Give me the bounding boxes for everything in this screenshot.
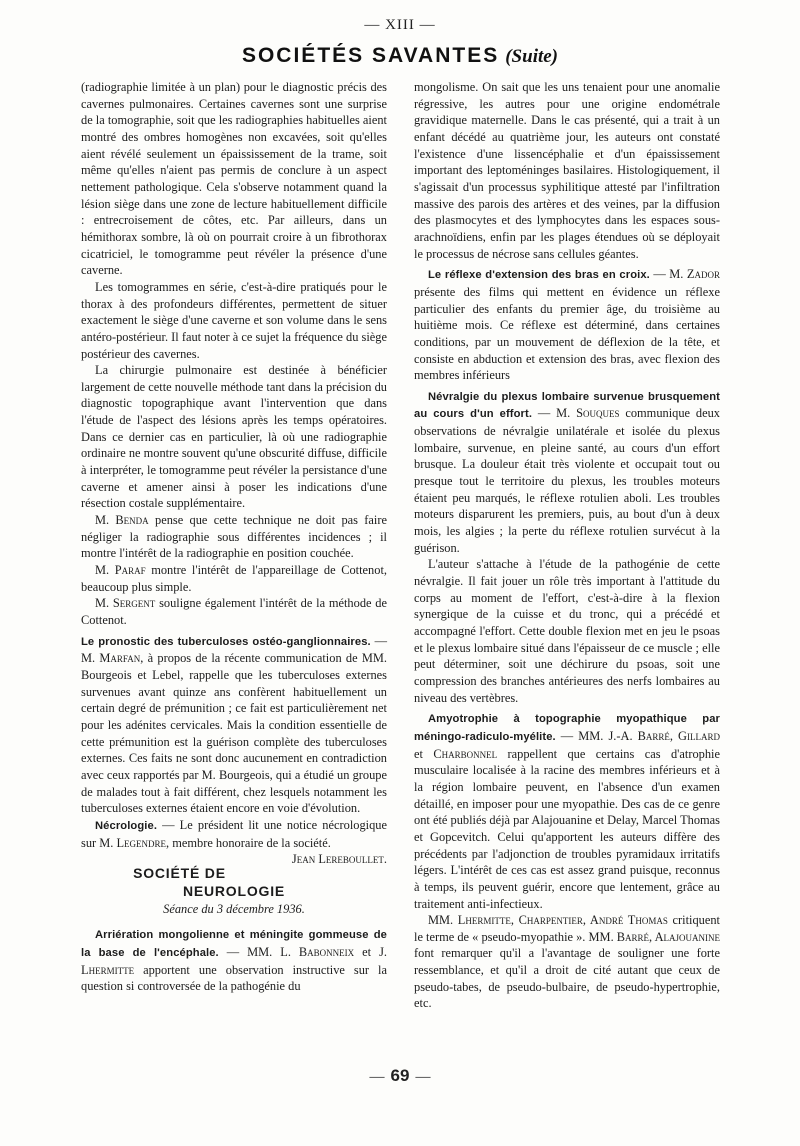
author-name: M. Sergent — [95, 596, 156, 611]
paragraph-text: pense que cette technique ne doit pas faire négliger la radiographie sous différentes incidences ; il montre l'intérêt de la radiographie en position couchée. — [81, 513, 387, 561]
author-name: L. Babonneix — [280, 944, 355, 959]
session-date: Séance du 3 décembre 1936. — [163, 902, 305, 917]
topic-heading: Arriération mongolienne et méningite gommeuse de la base de l'encéphale. — [81, 929, 387, 959]
paragraph-text: , membre honoraire de la société. — [166, 835, 331, 850]
paragraph-text: — — [649, 267, 670, 282]
signature: Jean Lereboullet. — [291, 852, 387, 867]
paragraph-text: — — [370, 633, 387, 648]
author-name: J. Lhermitte — [81, 944, 388, 977]
paragraph: La chirurgie pulmonaire est destinée à bénéficier largement de cette nouvelle méthode tant dans la précision du diagnostic topographique avant l'intervention que dans l'étude de l'aspect des lésions après les temps opératoires. Dans ce dernier cas en particulier, là où une radiographie ordinaire ne montre souvent qu'une obscurité diffuse, difficile à interpréter, le tomogramme peut révéler la persistance d'une caverne et amener ainsi à poser les indications d'une résection costale supplémentaire. — [81, 363, 387, 511]
roman-page-number: — XIII — — [364, 17, 436, 33]
paragraph — [414, 266, 720, 384]
paragraph-text: présente des films qui mettent en évidence un réflexe particulier des enfants du premier âge, du troisième au huitième mois. Ce réflexe est déterminé, dans certaines conditions, par un mouvement de déflexion de la tête, et consiste en abduction et extension des bras, avec flexion des membres inférieurs — [414, 284, 720, 383]
paragraph: mongolisme. On sait que les uns tenaient pour une anomalie régressive, les autres pour une origine endométrale gravidique maternelle. Dans le cas présenté, qui a trait à un enfant décédé au quatrième jour, les auteurs ont constaté l'existence d'une lissencéphalie et d'un épaississement important des leptoméninges basilaires. Histologiquement, il s'agissait d'un processus syphilitique attesté par l'infiltration massive des parois des artères et des veines, par la diffusion des plasmocytes et des lymphocytes dans les espaces sous-arachnoïdiens, enfin par les plages étendues où se déployait le processus de nécrose sans cellules géantes. — [414, 80, 720, 261]
topic-heading: Le pronostic des tuberculoses ostéo-ganglionnaires. — [81, 635, 371, 648]
topic-heading: Amyotrophie à topographie myopathique par méningo-radiculo-myélite. — [414, 713, 720, 743]
paragraph — [81, 595, 387, 628]
paragraph-text: montre l'intérêt de l'appareillage de Cottenot, beaucoup plus simple. — [81, 563, 387, 594]
paragraph-text: , — [669, 728, 679, 743]
section-title: SOCIÉTÉS SAVANTES — [241, 44, 500, 67]
page-folio: — 69 — — [369, 1066, 431, 1085]
paragraph — [81, 633, 387, 817]
topic-heading: Nécrologie. — [95, 819, 158, 832]
author-name: M. Marfan — [81, 651, 141, 666]
author-name: Legendre — [116, 835, 167, 850]
topic-heading: Le réflexe d'extension des bras en croix. — [428, 269, 650, 282]
paragraph-text: , à propos de la récente communication de MM. Bourgeois et Lebel, rappelle que les tuberculoses externes survenues avant quinze ans confèrent habituellement un certain degré de prémunition ; ce fait est particulièrement net pour les adénites cervicales. Mais la condition essentielle de cette prémunition est la guérison complète des tuberculoses externes. Ces faits ne sont donc aucunement en contradiction avec ceux rapportés par M. Bourgeois, qui a étudié un groupe de malades tout à fait différent, chez lesquels notamment les tuberculoses externes étaient encore en voie d'évolution. — [81, 651, 387, 816]
paragraph-text: rappellent que certains cas d'atrophie musculaire localisée à la racine des membres inférieurs et à la région lombaire peuvent, en l'absence d'un examen détaillé, en imposer pour une myopathie. Des cas de ce genre ont été publiés déjà par Alajouanine et Delay, Marcel Thomas et Gopcevitch. Celui qu'apportent les auteurs diffère des précédents par l'adjonction de troubles pyramidaux irritatifs légers. L'intérêt de ces cas est assez grand puisque, reconnus à temps, ils peuvent guérir, encore que lentement, grâce au traitement anti-infectieux. — [414, 746, 720, 911]
topic-heading: Névralgie du plexus lombaire survenue brusquement au cours d'un effort. — [414, 390, 720, 421]
page-number: 69 — [390, 1066, 410, 1085]
author-names: MM. Barré, Alajouanine — [588, 929, 721, 944]
paragraph: Les tomogrammes en série, c'est-à-dire pratiqués pour le thorax à des profondeurs différentes, permettent de situer exactement le siège d'une caverne et son volume dans le sens antéro-postérieur. Il faut noter à ce sujet la fréquence du siège postérieur des cavernes. — [81, 279, 387, 361]
author-name: M. Benda — [95, 513, 149, 528]
paragraph-text: — M. — [532, 406, 577, 421]
paragraph — [81, 562, 387, 595]
paragraph-text: — Le président lit une notice nécrologique sur M. — [81, 817, 387, 850]
paragraph-text: — MM. — [555, 728, 609, 743]
paragraph-text: souligne également l'intérêt de la méthode de Cottenot. — [81, 596, 387, 627]
section-suffix: (Suite) — [505, 46, 559, 67]
right-column — [414, 79, 720, 1012]
paragraph-text: critiquent le terme de « pseudo-myopathie ». — [414, 913, 720, 944]
paragraph — [81, 926, 387, 995]
author-name: M. Paraf — [95, 563, 146, 578]
paragraph: L'auteur s'attache à l'étude de la pathogénie de cette névralgie. Il fait jouer un rôle très important à l'attitude du corps au moment de l'effort, c'est-à-dire à la flexion synergique de la cuisse et du tronc, qui a précédé et accompagné l'effort. Cette double flexion met en jeu le psoas et le plexus lombaire situé dans l'épaisseur de ce muscle ; elle peut déterminer, soit une déchirure du psoas, soit une compression des branches antérieures des nerfs lombaires au niveau des vertèbres. — [414, 557, 720, 705]
author-name: Souques — [576, 406, 620, 421]
paragraph: (radiographie limitée à un plan) pour le diagnostic précis des cavernes pulmonaires. Certaines cavernes sont une surprise de la tomographie, soit que les radiographies habituelles aient montré des ombres homogènes non excavées, soit qu'elles aient révélé seulement un épaississement de la trame, soit même qu'elles n'aient pas permis de conclure à un aspect nettement pathologique. Cela s'observe notamment quand la lésion siège dans une zone de lecture habituellement difficile : entrecroisement de côtes, etc. Par ailleurs, dans un hémithorax sombre, là où on pourrait croire à un fibrothorax cicatriciel, le tomogramme peut révéler la présence d'une caverne. — [81, 80, 387, 278]
section-heading — [0, 44, 800, 68]
paragraph — [414, 710, 720, 912]
author-names: MM. Lhermitte, Charpentier, André Thomas — [428, 913, 668, 928]
paragraph-text: — MM. — [218, 944, 281, 959]
paragraph — [414, 912, 720, 1012]
paragraph-text: et — [354, 944, 380, 959]
society-title: SOCIÉTÉ DE NEUROLOGIE — [133, 865, 286, 900]
author-name: Charbonnel — [433, 746, 498, 761]
author-name: M. Zador — [669, 267, 720, 282]
paragraph — [414, 388, 720, 557]
paragraph-text: et — [414, 746, 434, 761]
paragraph — [81, 817, 387, 867]
author-name: J.-A. Barré — [608, 728, 670, 743]
author-name: Gillard — [678, 728, 720, 743]
paragraph — [81, 512, 387, 562]
paragraph-text: font remarquer qu'il a l'avantage de souligner une forte ressemblance, et qu'il a droit de cité autant que ceux de pseudo-tabes, de pseudo-bulbaire, de pseudo-hypertrophie, etc. — [414, 946, 720, 1011]
paragraph-text: apportent une observation instructive sur la question si controversée de la pathogénie du — [81, 962, 387, 994]
paragraph-text: communique deux observations de névralgie unilatérale et isolée du plexus lombaire, survenue, en pleine santé, au cours d'un effort brusque. La douleur était très violente et occupait tout ou presque tout le territoire du plexus, les troubles moteurs étaient peu marqués, le réflexe rotulien aboli. Les troubles moteurs disparurent les premiers, puis, au bout d'un à deux mois, les algies ; la perte du réflexe rotulien survécut à la guérison. — [414, 406, 720, 555]
left-column — [81, 79, 387, 995]
